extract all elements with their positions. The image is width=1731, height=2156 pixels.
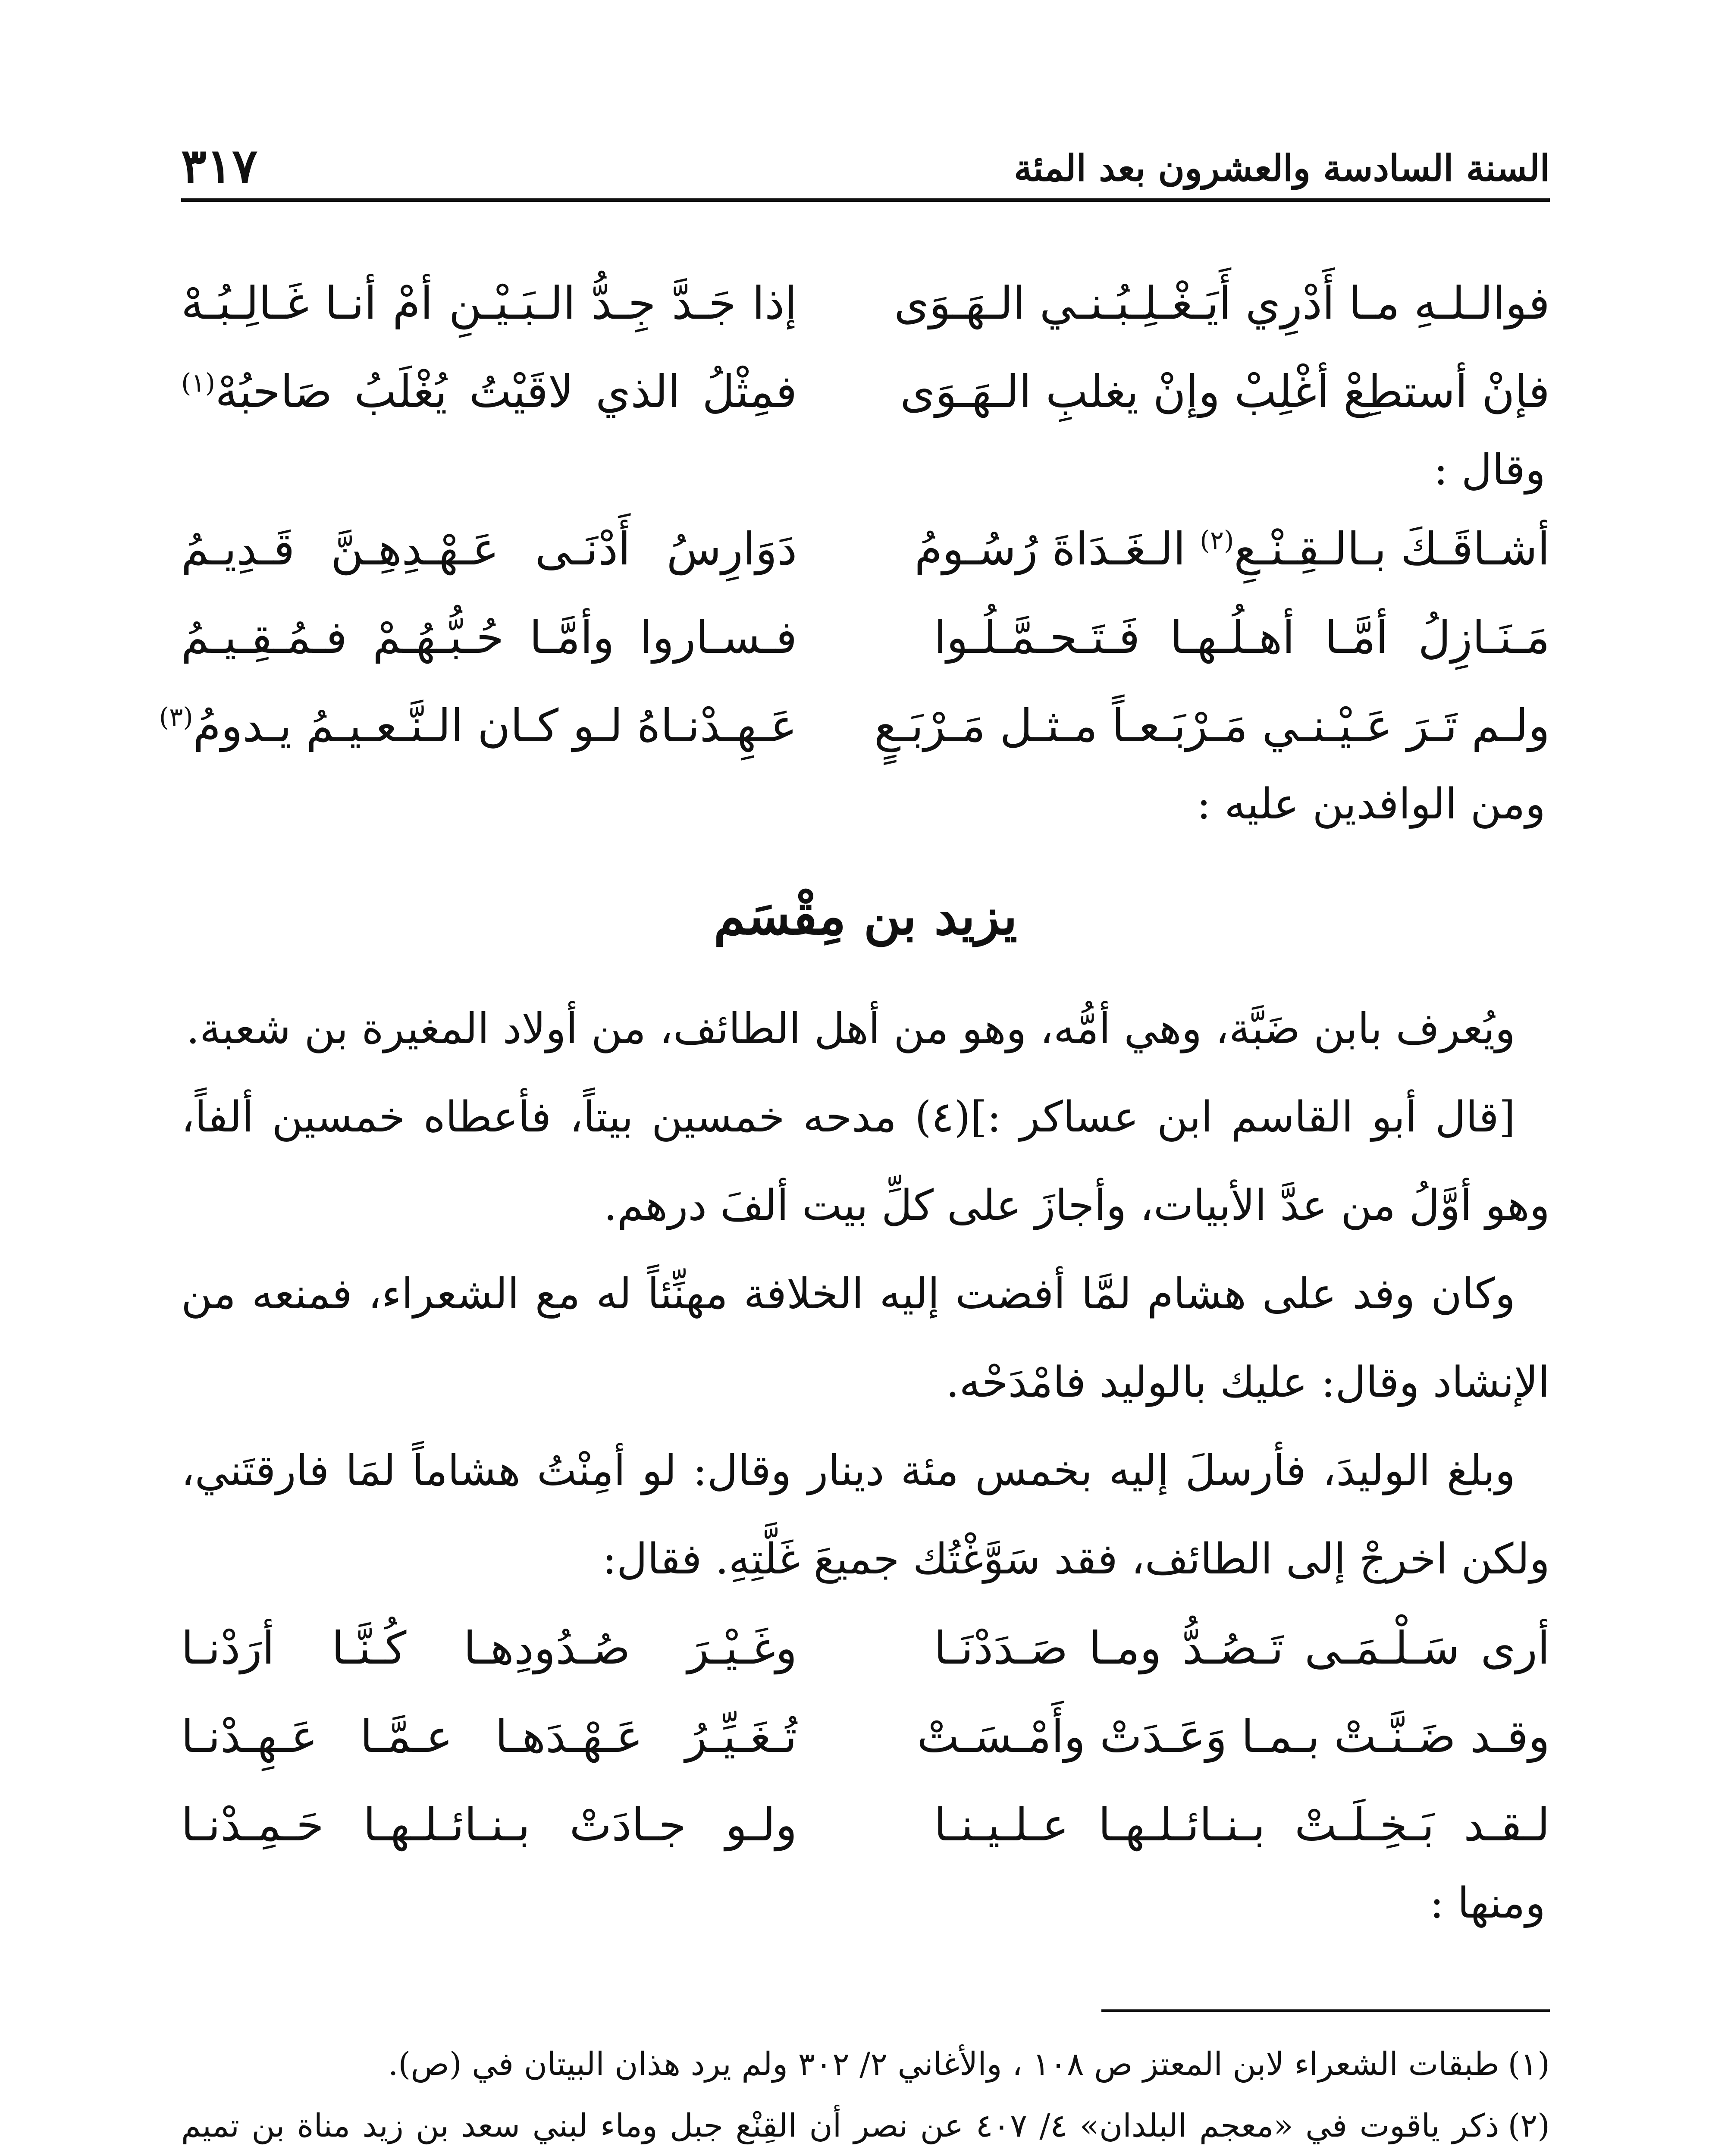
verse-line xyxy=(159,681,1550,770)
poem-block-2 xyxy=(159,505,1550,770)
verse-line xyxy=(181,347,1550,436)
page-header xyxy=(181,134,1550,202)
second-hemistich: عَـهِـدْنـاهُ لـو كـان الـنَّـعـيـمُ يـدومُ$^{(٣)}$ xyxy=(159,699,797,752)
first-hemistich: أرى سَـلْـمَـى تَـصُـدُّ ومـا صَـدَدْنَـا xyxy=(934,1621,1550,1674)
main-text xyxy=(159,259,1550,1938)
second-hemistich: إذا جَـدَّ جِـدُّ الـبَـيْـنِ أمْ أنـا غَـالِـبُـهْ xyxy=(181,276,797,329)
second-hemistich: ولـو جـادَتْ بـنـائـلـهـا حَـمِـدْنـا xyxy=(181,1798,797,1851)
footnote-divider xyxy=(1101,2009,1550,2012)
second-hemistich: فـسـاروا وأمَّـا حُـبُّـهُـمْ فـمُـقِـيـمُ xyxy=(181,611,797,664)
first-hemistich: أشـاقَـكَ بـالـقِـنْـعِ$^{(٢)}$ الـغَـدَاةَ رُسُـومُ xyxy=(914,522,1550,575)
footnote xyxy=(181,2097,1550,2156)
first-hemistich: وقـد ضَـنَّـتْ بـمـا وَعَـدَتْ وأَمْـسَـتْ xyxy=(917,1710,1550,1763)
section-title: يزيد بن مِقْسَم xyxy=(713,886,1018,946)
first-hemistich: ولـم تَـرَ عَـيْـنـي مَـرْبَـعـاً مـثـل مَـرْبَـعٍ xyxy=(874,699,1550,752)
paragraph: وكان وفد على هشام لمَّا أفضت إليه الخلافة مهنِّئاً له مع الشعراء، فمنعه من الإنشاد وقال: عليك بالوليد فامْدَحْه. xyxy=(181,1269,1550,1407)
first-hemistich: مَـنَـازِلُ أمَّـا أهـلُـهـا فَـتَـحـمَّـلُـوا xyxy=(934,611,1550,664)
verse-line xyxy=(181,505,1550,593)
footnote-number: (١) xyxy=(1508,2046,1550,2083)
footnote-number: (٢) xyxy=(1508,2107,1550,2144)
poem-block-1 xyxy=(181,259,1550,436)
verse-line xyxy=(181,1692,1550,1780)
second-hemistich: دَوَارِسُ أَدْنَـى عَـهْـدِهِـنَّ قَـدِيـمُ xyxy=(181,522,797,575)
footnote-text: ذكر ياقوت في «معجم البلدان» ٤/ ٤٠٧ عن نصر أن القِنْع جبل وماء لبني سعد بن زيد مناة بن تميم xyxy=(181,2107,1499,2144)
verse-intro: ومنها : xyxy=(1430,1879,1546,1928)
poem-block-3 xyxy=(181,1604,1550,1869)
footnote xyxy=(181,2035,1550,2093)
paragraph: ويُعرف بابن ضَبَّة، وهي أمُّه، وهو من أهل الطائف، من أولاد المغيرة بن شعبة. xyxy=(186,1004,1515,1053)
verse-line xyxy=(181,259,1550,347)
footnotes xyxy=(181,2035,1550,2156)
paragraph: وبلغ الوليدَ، فأرسلَ إليه بخمس مئة دينار وقال: لو أمِنْتُ هشاماً لمَا فارقتَني، ولكن اخرجْ إلى الطائف، فقد سَوَّغْتُك جميعَ غَلَّتِهِ. فقال: xyxy=(181,1446,1550,1584)
footnote-text: طبقات الشعراء لابن المعتز ص ١٠٨ ، والأغاني ٢/ ٣٠٢ ولم يرد هذان البيتان في (ص). xyxy=(388,2046,1499,2083)
second-hemistich: وغَـيْـرَ صُـدُودِهـا كُـنَّـا أرَدْنـا xyxy=(181,1621,797,1674)
footnote-ref: (٣) xyxy=(159,702,193,732)
first-hemistich: فوالـلـهِ مـا أَدْرِي أَيَـغْـلِـبُـنـي الـهَـوَى xyxy=(894,276,1550,329)
verse-intro: وقال : xyxy=(1433,445,1546,495)
first-hemistich: لـقـد بَـخِـلَـتْ بـنـائـلـهـا عـلـيـنـا xyxy=(934,1798,1550,1851)
footnote-ref: (٢) xyxy=(1200,525,1234,555)
second-hemistich: تُـغَـيِّـرُ عَـهْـدَهـا عـمَّـا عَـهِـدْنـا xyxy=(181,1710,797,1763)
running-title: السنة السادسة والعشرون بعد المئة xyxy=(1014,147,1550,189)
verse-line xyxy=(181,1604,1550,1692)
verse-line xyxy=(181,1780,1550,1869)
verse-line xyxy=(181,593,1550,681)
verse-intro: ومن الوافدين عليه : xyxy=(1196,780,1546,829)
first-hemistich: فإنْ أستطِعْ أغْلِبْ وإنْ يغلبِ الـهَـوَى xyxy=(900,365,1550,418)
paragraph: [قال أبو القاسم ابن عساكر :](٤) مدحه خمسين بيتاً، فأعطاه خمسين ألفاً، وهو أوَّلُ من عدَّ الأبيات، وأجازَ على كلِّ بيت ألفَ درهم. xyxy=(181,1093,1550,1230)
footnote-ref: (١) xyxy=(181,367,216,398)
page-number: ٣١٧ xyxy=(181,138,258,194)
second-hemistich: فمِثْلُ الذي لاقَيْتُ يُغْلَبُ صَاحبُهْ$^{(١)}$ xyxy=(181,365,797,418)
